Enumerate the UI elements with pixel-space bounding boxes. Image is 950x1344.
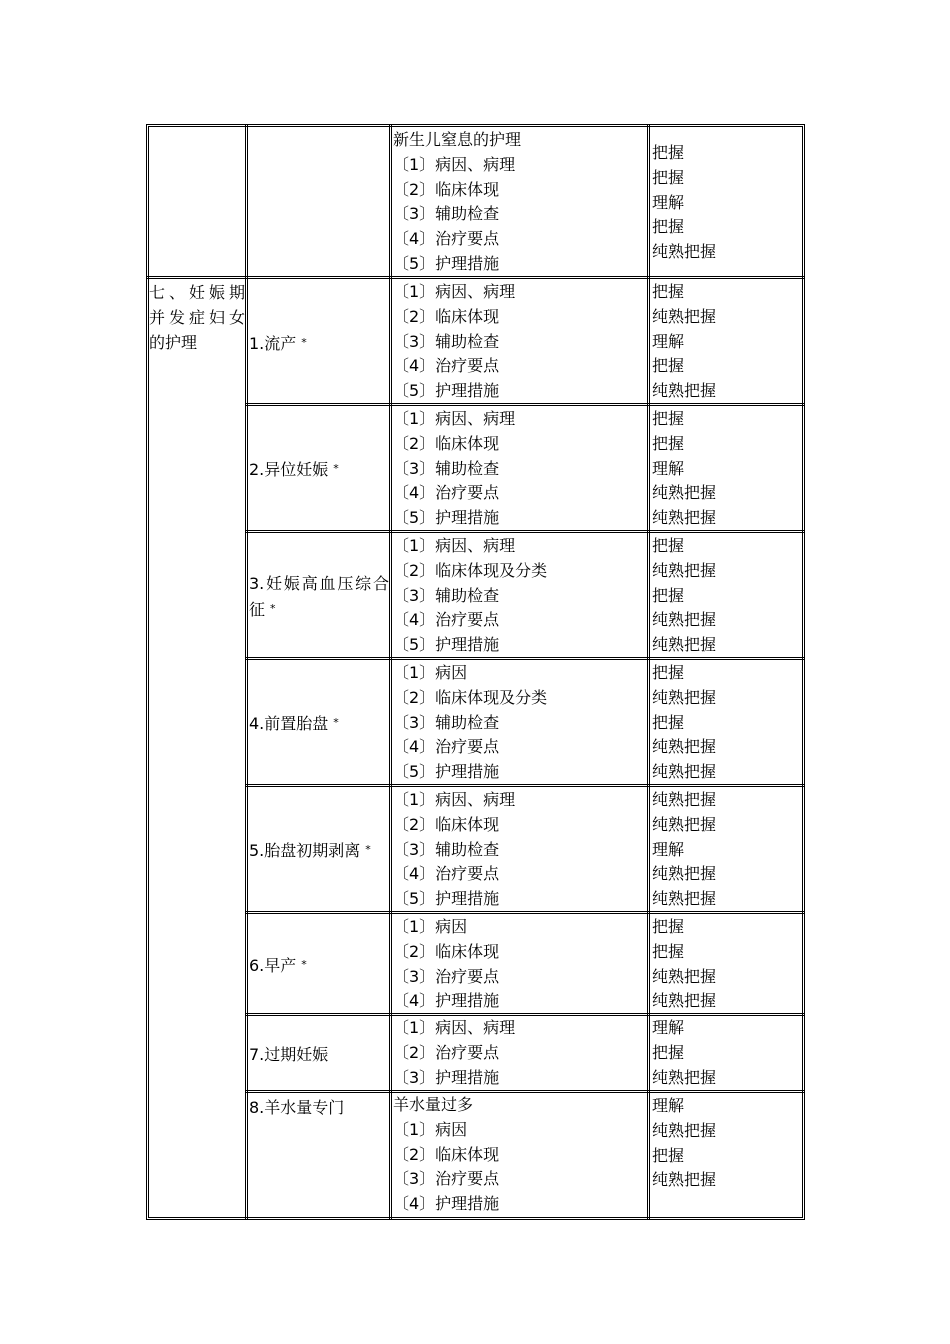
- content-item: 〔4〕治疗要点: [393, 610, 500, 630]
- level-item: 纯熟把握: [652, 560, 717, 580]
- level-item: 纯熟把握: [652, 762, 717, 782]
- level-cell-continuation: [652, 141, 716, 265]
- level-item: 纯熟把握: [652, 610, 717, 630]
- level-item: 把握: [652, 941, 685, 961]
- content-item: 〔3〕辅助检查: [393, 585, 500, 605]
- content-item: 〔4〕护理措施: [393, 991, 500, 1011]
- level-item: 理解: [652, 192, 685, 212]
- level-cell: [652, 915, 716, 1014]
- level-item: 把握: [652, 167, 685, 187]
- row-divider: [245, 1090, 805, 1093]
- level-item: 纯熟把握: [652, 687, 717, 707]
- level-cell: [652, 534, 716, 658]
- topic-label: 8.羊水量专门: [249, 1098, 345, 1117]
- content-item: 〔5〕护理措施: [393, 381, 500, 401]
- level-item: 把握: [652, 536, 685, 555]
- topic-label: 5.胎盘初期剥离: [249, 841, 361, 860]
- topic-cell: [249, 952, 389, 978]
- level-cell: [652, 661, 716, 785]
- content-item: 〔1〕病因、病理: [393, 790, 516, 809]
- content-item: 〔2〕临床体现: [393, 941, 500, 961]
- chapter-title-line: 并发症妇女: [149, 308, 245, 327]
- content-item: 〔2〕临床体现及分类: [393, 687, 548, 707]
- topic-label: 7.过期妊娠: [249, 1045, 329, 1064]
- content-item: 〔2〕临床体现: [393, 433, 500, 453]
- content-item: 〔4〕治疗要点: [393, 356, 500, 376]
- content-cell: [393, 407, 515, 531]
- column-divider: [245, 124, 248, 1220]
- content-item: 〔1〕病因、病理: [393, 1018, 516, 1037]
- topic-cell: [249, 330, 389, 356]
- content-item: 〔3〕辅助检查: [393, 712, 500, 732]
- level-item: 理解: [652, 839, 685, 859]
- content-heading: 新生儿窒息的护理: [393, 130, 522, 149]
- level-item: 纯熟把握: [652, 991, 717, 1011]
- column-divider: [647, 124, 650, 1220]
- level-item: 把握: [652, 585, 685, 605]
- content-cell: [393, 1016, 515, 1090]
- content-cell: [393, 788, 515, 912]
- level-item: 纯熟把握: [652, 966, 717, 986]
- level-item: 把握: [652, 1042, 685, 1062]
- content-cell: [393, 915, 499, 1014]
- level-item: 纯熟把握: [652, 483, 717, 503]
- content-item: 〔4〕治疗要点: [393, 737, 500, 757]
- level-item: 理解: [652, 1096, 685, 1115]
- row-divider: [245, 911, 805, 914]
- level-item: 把握: [652, 433, 685, 453]
- content-item: 〔5〕护理措施: [393, 889, 500, 909]
- content-item: 〔2〕临床体现及分类: [393, 560, 548, 580]
- key-point-marker: *: [365, 843, 371, 856]
- content-item: 〔3〕治疗要点: [393, 1169, 500, 1189]
- content-item: 〔3〕治疗要点: [393, 966, 500, 986]
- content-item: 〔1〕病因: [393, 663, 468, 682]
- content-item: 〔1〕病因、病理: [393, 536, 516, 555]
- topic-cell: [249, 1041, 389, 1067]
- level-cell: [652, 788, 716, 912]
- topic-label: 2.异位妊娠: [249, 460, 329, 479]
- row-divider: [245, 530, 805, 533]
- content-item: 〔5〕护理措施: [393, 508, 500, 528]
- topic-cell: [249, 1094, 389, 1120]
- content-item: 〔3〕辅助检查: [393, 839, 500, 859]
- level-cell: [652, 407, 716, 531]
- content-cell: [393, 534, 547, 658]
- topic-label: 1.流产: [249, 334, 297, 353]
- level-item: 纯熟把握: [652, 242, 717, 262]
- content-heading: 羊水量过多: [393, 1095, 474, 1114]
- level-item: 纯熟把握: [652, 1170, 717, 1190]
- content-item: 〔1〕病因、病理: [393, 409, 516, 428]
- column-divider: [389, 124, 392, 1220]
- level-item: 把握: [652, 917, 685, 936]
- key-point-marker: *: [270, 602, 276, 615]
- level-cell: [652, 280, 716, 404]
- content-item: 〔1〕病因: [393, 917, 468, 936]
- content-item: 〔5〕护理措施: [393, 762, 500, 782]
- level-item: 把握: [652, 663, 685, 682]
- level-item: 纯熟把握: [652, 1120, 717, 1140]
- content-item: 〔5〕护理措施: [393, 635, 500, 655]
- level-item: 把握: [652, 282, 685, 301]
- level-item: 把握: [652, 1145, 685, 1165]
- topic-label: 6.早产: [249, 956, 297, 975]
- content-item: 〔3〕辅助检查: [393, 458, 500, 478]
- content-item: 〔5〕护理措施: [393, 253, 500, 273]
- level-item: 纯熟把握: [652, 737, 717, 757]
- level-item: 纯熟把握: [652, 381, 717, 401]
- content-cell: [393, 280, 515, 404]
- level-item: 把握: [652, 217, 685, 237]
- level-item: 把握: [652, 356, 685, 376]
- content-item: 〔3〕护理措施: [393, 1067, 500, 1087]
- content-cell: [393, 1093, 499, 1217]
- content-item: 〔4〕治疗要点: [393, 229, 500, 249]
- content-item: 〔4〕治疗要点: [393, 864, 500, 884]
- key-point-marker: *: [301, 958, 307, 971]
- content-cell: [393, 661, 547, 785]
- level-item: 理解: [652, 458, 685, 478]
- topic-label: 4.前置胎盘: [249, 714, 329, 733]
- content-item: 〔4〕治疗要点: [393, 483, 500, 503]
- level-item: 理解: [652, 331, 685, 351]
- content-cell-continuation: [393, 128, 521, 277]
- content-item: 〔4〕护理措施: [393, 1194, 500, 1214]
- row-divider: [245, 1013, 805, 1016]
- content-item: 〔1〕病因: [393, 1119, 468, 1139]
- content-item: 〔2〕治疗要点: [393, 1042, 500, 1062]
- level-item: 纯熟把握: [652, 889, 717, 909]
- key-point-marker: *: [301, 336, 307, 349]
- topic-label: 3.妊娠高血压综合征: [249, 574, 389, 619]
- level-item: 纯熟把握: [652, 635, 717, 655]
- level-cell: [652, 1016, 716, 1090]
- topic-cell: [249, 837, 389, 863]
- content-item: 〔2〕临床体现: [393, 179, 500, 199]
- topic-cell: [249, 571, 389, 622]
- level-cell: [652, 1094, 716, 1193]
- level-item: 把握: [652, 409, 685, 428]
- level-item: 纯熟把握: [652, 306, 717, 326]
- chapter-title-line: 的护理: [149, 333, 198, 352]
- key-point-marker: *: [333, 716, 339, 729]
- content-item: 〔1〕病因、病理: [393, 154, 516, 174]
- content-item: 〔2〕临床体现: [393, 814, 500, 834]
- content-item: 〔3〕辅助检查: [393, 204, 500, 224]
- level-item: 理解: [652, 1018, 685, 1037]
- level-item: 把握: [652, 143, 685, 162]
- chapter-title-line: 七、妊娠期: [149, 283, 245, 302]
- content-item: 〔2〕临床体现: [393, 306, 500, 326]
- topic-cell: [249, 710, 389, 736]
- content-item: 〔2〕临床体现: [393, 1144, 500, 1164]
- level-item: 把握: [652, 712, 685, 732]
- key-point-marker: *: [333, 462, 339, 475]
- level-item: 纯熟把握: [652, 508, 717, 528]
- row-divider: [245, 403, 805, 406]
- level-item: 纯熟把握: [652, 1067, 717, 1087]
- level-item: 纯熟把握: [652, 814, 717, 834]
- level-item: 纯熟把握: [652, 790, 717, 809]
- content-item: 〔1〕病因、病理: [393, 282, 516, 301]
- topic-cell: [249, 456, 389, 482]
- content-item: 〔3〕辅助检查: [393, 331, 500, 351]
- level-item: 纯熟把握: [652, 864, 717, 884]
- chapter-title: [149, 280, 245, 355]
